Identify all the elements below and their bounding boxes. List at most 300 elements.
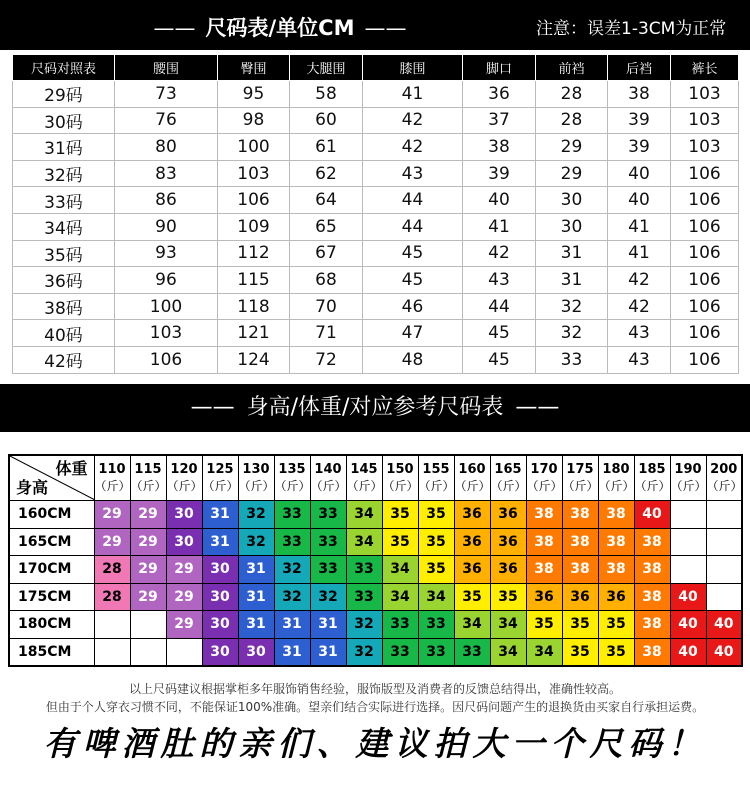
size-label-cell: 29码	[13, 81, 115, 108]
size-suggestion-cell: 38	[526, 501, 562, 529]
size-value-cell: 96	[115, 267, 218, 294]
size-suggestion-cell: 33	[310, 528, 346, 556]
size-column-header: 裤长	[671, 55, 739, 81]
size-suggestion-cell: 31	[310, 611, 346, 639]
size-suggestion-cell: 33	[310, 556, 346, 584]
size-suggestion-cell: 29	[130, 528, 166, 556]
size-value-cell: 106	[671, 160, 739, 187]
size-suggestion-cell: 36	[454, 556, 490, 584]
band-dash-left: ——	[190, 395, 235, 420]
title-dash-right: ——	[364, 16, 407, 40]
size-suggestion-cell: 30	[238, 638, 274, 666]
weight-header-cell	[274, 455, 310, 501]
height-row	[9, 528, 742, 556]
size-value-cell: 103	[671, 134, 739, 161]
size-suggestion-cell: 31	[238, 583, 274, 611]
size-value-cell: 29	[536, 160, 608, 187]
size-value-cell: 41	[363, 81, 463, 108]
beer-belly-slogan: 有啤酒肚的亲们、建议拍大一个尺码！	[43, 724, 707, 763]
size-suggestion-cell: 30	[202, 583, 238, 611]
size-suggestion-cell: 38	[634, 583, 670, 611]
size-suggestion-cell: 36	[526, 583, 562, 611]
size-value-cell: 40	[463, 187, 536, 214]
size-suggestion-cell: 34	[382, 556, 418, 584]
size-suggestion-cell: 31	[202, 501, 238, 529]
size-value-cell: 42	[608, 267, 671, 294]
weight-unit: （斤）	[706, 479, 743, 493]
weight-value: 115	[134, 462, 162, 477]
size-suggestion-cell: 40	[670, 611, 706, 639]
size-value-cell: 106	[671, 240, 739, 267]
weight-unit: （斤）	[598, 479, 635, 493]
size-value-cell: 118	[218, 293, 290, 320]
size-value-cell: 90	[115, 213, 218, 240]
size-suggestion-cell: 29	[94, 528, 130, 556]
size-suggestion-cell: 40	[634, 501, 670, 529]
size-value-cell: 98	[218, 107, 290, 134]
empty-cell	[166, 638, 202, 666]
size-suggestion-cell: 40	[670, 583, 706, 611]
weight-header-cell	[562, 455, 598, 501]
size-suggestion-cell: 35	[598, 611, 634, 639]
size-value-cell: 45	[363, 240, 463, 267]
size-label-cell: 42码	[13, 346, 115, 373]
size-value-cell: 65	[290, 213, 363, 240]
size-suggestion-cell: 30	[166, 528, 202, 556]
weight-value: 185	[638, 462, 666, 477]
size-suggestion-cell: 32	[274, 583, 310, 611]
band-dash-right: ——	[515, 395, 560, 420]
size-value-cell: 32	[536, 320, 608, 347]
size-value-cell: 93	[115, 240, 218, 267]
weight-unit: （斤）	[346, 479, 383, 493]
size-table-row	[13, 107, 739, 134]
weight-header-cell	[166, 455, 202, 501]
size-suggestion-cell: 34	[418, 583, 454, 611]
size-value-cell: 39	[608, 107, 671, 134]
height-row	[9, 611, 742, 639]
size-suggestion-cell: 29	[130, 583, 166, 611]
size-value-cell: 106	[671, 267, 739, 294]
size-suggestion-cell: 35	[418, 556, 454, 584]
empty-cell	[706, 501, 742, 529]
size-value-cell: 40	[608, 187, 671, 214]
weight-unit: （斤）	[202, 479, 239, 493]
weight-unit: （斤）	[94, 479, 131, 493]
size-suggestion-cell: 38	[634, 611, 670, 639]
corner-height-label: 身高	[16, 478, 49, 497]
size-suggestion-cell: 38	[634, 638, 670, 666]
size-suggestion-cell: 40	[670, 638, 706, 666]
size-value-cell: 72	[290, 346, 363, 373]
size-column-header: 后裆	[608, 55, 671, 81]
empty-cell	[670, 556, 706, 584]
size-column-header: 前裆	[536, 55, 608, 81]
size-suggestion-cell: 31	[238, 556, 274, 584]
size-suggestion-cell: 35	[382, 528, 418, 556]
size-suggestion-cell: 33	[274, 528, 310, 556]
weight-value: 120	[170, 462, 198, 477]
weight-value: 135	[278, 462, 306, 477]
weight-value: 155	[422, 462, 450, 477]
size-label-cell: 38码	[13, 293, 115, 320]
size-column-header: 臀围	[218, 55, 290, 81]
weight-header-cell	[130, 455, 166, 501]
empty-cell	[130, 638, 166, 666]
size-value-cell: 28	[536, 107, 608, 134]
weight-unit: （斤）	[526, 479, 563, 493]
size-value-cell: 100	[115, 293, 218, 320]
size-suggestion-cell: 35	[562, 638, 598, 666]
size-suggestion-cell: 38	[562, 501, 598, 529]
size-suggestion-cell: 35	[382, 501, 418, 529]
size-value-cell: 106	[671, 293, 739, 320]
size-suggestion-cell: 33	[382, 611, 418, 639]
size-table-row	[13, 160, 739, 187]
size-suggestion-cell: 38	[562, 556, 598, 584]
size-suggestion-cell: 30	[202, 556, 238, 584]
weight-header-cell	[94, 455, 130, 501]
weight-header-cell	[526, 455, 562, 501]
height-weight-table	[8, 454, 743, 667]
size-suggestion-cell: 40	[706, 638, 742, 666]
size-suggestion-cell: 33	[454, 638, 490, 666]
size-suggestion-cell: 35	[418, 501, 454, 529]
weight-header-cell	[346, 455, 382, 501]
size-suggestion-cell: 33	[382, 638, 418, 666]
height-label-cell: 185CM	[9, 638, 94, 666]
size-value-cell: 68	[290, 267, 363, 294]
corner-weight-label: 体重	[55, 459, 88, 478]
empty-cell	[670, 501, 706, 529]
size-suggestion-cell: 30	[166, 501, 202, 529]
size-suggestion-cell: 34	[490, 611, 526, 639]
size-value-cell: 30	[536, 213, 608, 240]
weight-unit: （斤）	[310, 479, 347, 493]
height-label-cell: 165CM	[9, 528, 94, 556]
height-label-cell: 170CM	[9, 556, 94, 584]
size-suggestion-cell: 34	[490, 638, 526, 666]
size-suggestion-cell: 38	[634, 528, 670, 556]
weight-unit: （斤）	[166, 479, 203, 493]
empty-cell	[94, 611, 130, 639]
size-suggestion-cell: 36	[490, 528, 526, 556]
size-value-cell: 29	[536, 134, 608, 161]
size-label-cell: 36码	[13, 267, 115, 294]
size-suggestion-cell: 36	[598, 583, 634, 611]
size-suggestion-cell: 28	[94, 583, 130, 611]
empty-cell	[130, 611, 166, 639]
height-label-cell: 160CM	[9, 501, 94, 529]
size-suggestion-cell: 34	[454, 611, 490, 639]
size-label-cell: 32码	[13, 160, 115, 187]
size-table-row	[13, 240, 739, 267]
size-suggestion-cell: 36	[454, 501, 490, 529]
size-suggestion-cell: 29	[166, 611, 202, 639]
size-suggestion-cell: 35	[418, 528, 454, 556]
empty-cell	[94, 638, 130, 666]
size-label-cell: 40码	[13, 320, 115, 347]
size-label-cell: 30码	[13, 107, 115, 134]
height-row	[9, 638, 742, 666]
footer-note-2: 但由于个人穿衣习惯不同，不能保证100%准确。望亲们结合实际进行选择。因尺码问题产生的退换货由买家自行承担运费。	[45, 700, 705, 714]
size-suggestion-cell: 35	[526, 611, 562, 639]
size-suggestion-cell: 32	[238, 501, 274, 529]
weight-value: 130	[242, 462, 270, 477]
weight-value: 165	[494, 462, 522, 477]
size-suggestion-cell: 34	[382, 583, 418, 611]
weight-unit: （斤）	[562, 479, 599, 493]
size-value-cell: 41	[608, 240, 671, 267]
size-value-cell: 42	[363, 107, 463, 134]
size-value-cell: 112	[218, 240, 290, 267]
size-value-cell: 42	[608, 293, 671, 320]
size-suggestion-cell: 35	[454, 583, 490, 611]
size-suggestion-cell: 31	[238, 611, 274, 639]
weight-value: 180	[602, 462, 630, 477]
size-value-cell: 39	[608, 134, 671, 161]
size-value-cell: 44	[363, 213, 463, 240]
size-value-cell: 103	[218, 160, 290, 187]
size-value-cell: 47	[363, 320, 463, 347]
size-suggestion-cell: 33	[418, 611, 454, 639]
weight-header-cell	[598, 455, 634, 501]
size-value-cell: 71	[290, 320, 363, 347]
size-value-cell: 44	[463, 293, 536, 320]
size-table-body	[13, 81, 739, 374]
size-label-cell: 34码	[13, 213, 115, 240]
size-value-cell: 28	[536, 81, 608, 108]
size-suggestion-cell: 33	[310, 501, 346, 529]
size-value-cell: 60	[290, 107, 363, 134]
footer-note-1: 以上尺码建议根据掌柜多年服饰销售经验，服饰版型及消费者的反馈总结得出，准确性较高。	[128, 682, 621, 696]
size-value-cell: 43	[608, 320, 671, 347]
height-label-cell: 180CM	[9, 611, 94, 639]
size-value-cell: 61	[290, 134, 363, 161]
size-value-cell: 42	[363, 134, 463, 161]
size-suggestion-cell: 31	[202, 528, 238, 556]
size-column-header: 大腿围	[290, 55, 363, 81]
size-table	[12, 54, 739, 374]
size-suggestion-cell: 38	[598, 556, 634, 584]
size-suggestion-cell: 38	[634, 556, 670, 584]
size-suggestion-cell: 32	[274, 556, 310, 584]
weight-header-cell	[454, 455, 490, 501]
size-table-row	[13, 81, 739, 108]
size-value-cell: 41	[463, 213, 536, 240]
weight-value: 140	[314, 462, 342, 477]
top-header-bar	[0, 0, 750, 50]
weight-unit: （斤）	[670, 479, 707, 493]
empty-cell	[706, 556, 742, 584]
size-value-cell: 43	[363, 160, 463, 187]
empty-cell	[706, 583, 742, 611]
size-table-row	[13, 267, 739, 294]
size-value-cell: 103	[671, 107, 739, 134]
reference-title: 身高/体重/对应参考尺码表	[246, 395, 504, 420]
size-value-cell: 86	[115, 187, 218, 214]
weight-unit: （斤）	[454, 479, 491, 493]
size-value-cell: 45	[463, 346, 536, 373]
size-suggestion-cell: 29	[130, 556, 166, 584]
weight-header-cell	[706, 455, 742, 501]
size-value-cell: 67	[290, 240, 363, 267]
size-value-cell: 124	[218, 346, 290, 373]
size-value-cell: 62	[290, 160, 363, 187]
size-value-cell: 106	[115, 346, 218, 373]
size-suggestion-cell: 35	[598, 638, 634, 666]
corner-cell	[9, 455, 94, 501]
size-table-header	[13, 55, 739, 81]
size-value-cell: 83	[115, 160, 218, 187]
size-chart-title	[0, 12, 560, 42]
weight-header-cell	[382, 455, 418, 501]
size-suggestion-cell: 29	[166, 583, 202, 611]
size-table-row	[13, 187, 739, 214]
size-value-cell: 36	[463, 81, 536, 108]
size-value-cell: 43	[463, 267, 536, 294]
weight-header-cell	[238, 455, 274, 501]
size-value-cell: 106	[671, 187, 739, 214]
size-value-cell: 80	[115, 134, 218, 161]
size-suggestion-cell: 30	[202, 638, 238, 666]
size-suggestion-cell: 38	[526, 528, 562, 556]
size-suggestion-cell: 29	[130, 501, 166, 529]
size-suggestion-cell: 35	[562, 611, 598, 639]
size-label-cell: 33码	[13, 187, 115, 214]
size-value-cell: 42	[463, 240, 536, 267]
size-suggestion-cell: 32	[346, 611, 382, 639]
size-suggestion-cell: 35	[490, 583, 526, 611]
height-label-cell: 175CM	[9, 583, 94, 611]
weight-value: 170	[530, 462, 558, 477]
size-value-cell: 38	[463, 134, 536, 161]
weight-value: 150	[386, 462, 414, 477]
size-value-cell: 95	[218, 81, 290, 108]
size-value-cell: 39	[463, 160, 536, 187]
size-value-cell: 106	[671, 213, 739, 240]
size-column-header: 腰围	[115, 55, 218, 81]
size-suggestion-cell: 34	[346, 528, 382, 556]
size-suggestion-cell: 36	[454, 528, 490, 556]
size-value-cell: 45	[363, 267, 463, 294]
size-suggestion-cell: 29	[166, 556, 202, 584]
size-value-cell: 37	[463, 107, 536, 134]
weight-header-cell	[670, 455, 706, 501]
weight-value: 160	[458, 462, 486, 477]
title-dash-left: ——	[153, 16, 196, 40]
weight-header-row	[9, 455, 742, 501]
weight-header-cell	[310, 455, 346, 501]
weight-unit: （斤）	[130, 479, 167, 493]
weight-value: 175	[566, 462, 594, 477]
size-chart-title-text: 尺码表/单位CM	[205, 16, 355, 40]
size-value-cell: 46	[363, 293, 463, 320]
size-suggestion-cell: 34	[346, 501, 382, 529]
size-value-cell: 103	[115, 320, 218, 347]
size-value-cell: 40	[608, 160, 671, 187]
height-row	[9, 556, 742, 584]
weight-header-cell	[490, 455, 526, 501]
size-value-cell: 109	[218, 213, 290, 240]
size-column-header: 尺码对照表	[13, 55, 115, 81]
size-suggestion-cell: 31	[274, 638, 310, 666]
size-suggestion-cell: 32	[346, 638, 382, 666]
size-table-row	[13, 293, 739, 320]
tolerance-note: 注意：误差1-3CM为正常	[536, 19, 727, 39]
weight-value: 110	[98, 462, 126, 477]
size-value-cell: 73	[115, 81, 218, 108]
size-suggestion-cell: 40	[706, 611, 742, 639]
size-value-cell: 38	[608, 81, 671, 108]
size-value-cell: 121	[218, 320, 290, 347]
size-suggestion-cell: 36	[562, 583, 598, 611]
size-value-cell: 70	[290, 293, 363, 320]
size-value-cell: 106	[671, 346, 739, 373]
size-suggestion-cell: 30	[202, 611, 238, 639]
size-suggestion-cell: 38	[598, 501, 634, 529]
size-suggestion-cell: 28	[94, 556, 130, 584]
height-row	[9, 583, 742, 611]
weight-unit: （斤）	[418, 479, 455, 493]
size-table-row	[13, 346, 739, 373]
size-value-cell: 44	[363, 187, 463, 214]
weight-unit: （斤）	[382, 479, 419, 493]
reference-band	[0, 384, 750, 432]
size-suggestion-cell: 33	[346, 556, 382, 584]
size-value-cell: 30	[536, 187, 608, 214]
weight-value: 125	[206, 462, 234, 477]
weight-value: 190	[674, 462, 702, 477]
size-table-row	[13, 213, 739, 240]
size-suggestion-cell: 38	[598, 528, 634, 556]
size-value-cell: 103	[671, 81, 739, 108]
weight-unit: （斤）	[238, 479, 275, 493]
size-label-cell: 31码	[13, 134, 115, 161]
size-value-cell: 33	[536, 346, 608, 373]
size-table-row	[13, 320, 739, 347]
size-suggestion-cell: 32	[310, 583, 346, 611]
size-suggestion-cell: 32	[238, 528, 274, 556]
size-value-cell: 32	[536, 293, 608, 320]
weight-header-cell	[202, 455, 238, 501]
size-suggestion-cell: 33	[274, 501, 310, 529]
size-column-header: 膝围	[363, 55, 463, 81]
size-table-row	[13, 134, 739, 161]
size-label-cell: 35码	[13, 240, 115, 267]
size-value-cell: 64	[290, 187, 363, 214]
size-value-cell: 41	[608, 213, 671, 240]
weight-unit: （斤）	[274, 479, 311, 493]
weight-unit: （斤）	[634, 479, 671, 493]
size-value-cell: 31	[536, 240, 608, 267]
size-column-header: 脚口	[463, 55, 536, 81]
size-suggestion-cell: 31	[274, 611, 310, 639]
size-suggestion-cell: 31	[310, 638, 346, 666]
size-suggestion-cell: 38	[562, 528, 598, 556]
size-value-cell: 58	[290, 81, 363, 108]
size-value-cell: 100	[218, 134, 290, 161]
size-suggestion-cell: 29	[94, 501, 130, 529]
size-suggestion-cell: 36	[490, 556, 526, 584]
size-suggestion-cell: 36	[490, 501, 526, 529]
weight-unit: （斤）	[490, 479, 527, 493]
height-weight-body	[9, 455, 742, 666]
weight-value: 200	[710, 462, 738, 477]
weight-header-cell	[418, 455, 454, 501]
size-value-cell: 31	[536, 267, 608, 294]
size-suggestion-cell: 33	[418, 638, 454, 666]
